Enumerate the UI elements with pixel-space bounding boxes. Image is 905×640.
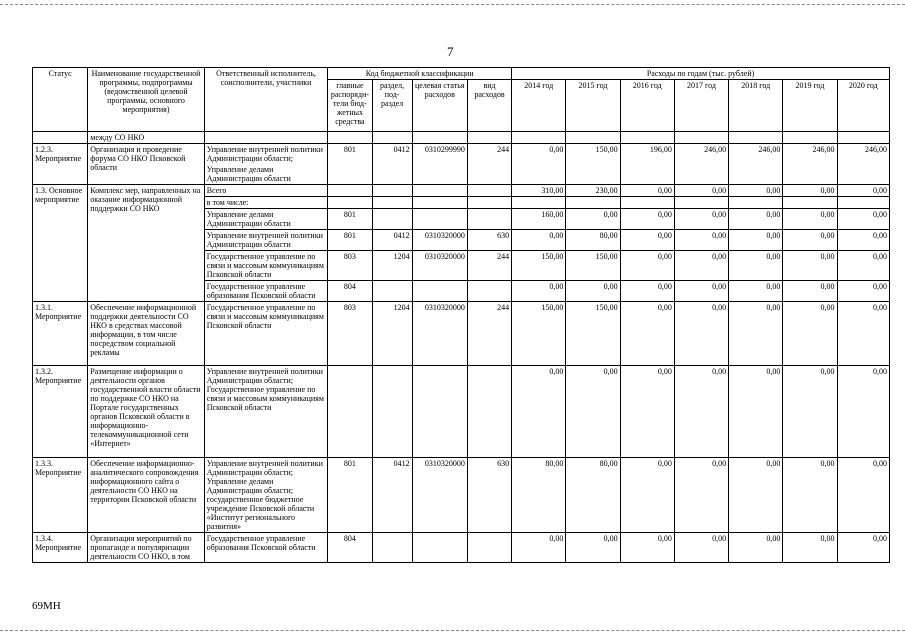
cell-value: 0,00 — [674, 230, 728, 251]
cell-gr: 804 — [328, 533, 372, 563]
cell-gr: 801 — [328, 144, 372, 185]
cell-rz — [372, 366, 412, 458]
cell-vr: 244 — [467, 144, 511, 185]
cell-value: 150,00 — [566, 302, 620, 366]
page-number: 7 — [447, 44, 454, 59]
cell-rz: 1204 — [372, 251, 412, 281]
cell-value: 0,00 — [837, 533, 889, 563]
header-year: 2019 год — [783, 80, 837, 132]
cell-gr: 803 — [328, 251, 372, 281]
cell-executor: Государственное управление по связи и массовым коммуникациям Псковской области — [204, 302, 328, 366]
cell-value: 0,00 — [566, 281, 620, 302]
cell-status: 1.3.2. Мероприятие — [33, 366, 88, 458]
cell-vr — [467, 366, 511, 458]
cell-value: 0,00 — [729, 251, 783, 281]
header-year: 2014 год — [512, 80, 566, 132]
cell-value: 0,00 — [512, 281, 566, 302]
bottom-edge-line — [0, 630, 905, 631]
table-row — [33, 144, 890, 165]
header-executor: Ответственный исполнитель, соисполнители, участники — [204, 68, 328, 132]
cell-executor: Всего — [204, 185, 328, 197]
cell-cs: 0310320000 — [412, 458, 467, 533]
cell-value: 0,00 — [674, 302, 728, 366]
cell-rz: 0412 — [372, 458, 412, 533]
cell-value: 310,00 — [512, 185, 566, 197]
cell-cs — [412, 209, 467, 230]
cell-value: 0,00 — [729, 230, 783, 251]
header-year: 2020 год — [837, 80, 889, 132]
cell-value: 0,00 — [837, 209, 889, 230]
cell-cs: 0310320000 — [412, 302, 467, 366]
cell-gr: 801 — [328, 209, 372, 230]
header-cs: целевая статья расходов — [412, 80, 467, 132]
cell-value: 0,00 — [620, 185, 674, 197]
cell-value: 150,00 — [512, 251, 566, 281]
cell-value: 160,00 — [512, 209, 566, 230]
cell-value: 246,00 — [783, 144, 837, 185]
header-expenses: Расходы по годам (тыс. рублей) — [512, 68, 890, 80]
top-edge-line — [0, 4, 905, 5]
cell-value: 0,00 — [620, 251, 674, 281]
cell-vr — [467, 209, 511, 230]
cell-value: 0,00 — [566, 209, 620, 230]
cell-cs — [412, 533, 467, 563]
cell-name: Обеспечение информационной поддержки деятельности СО НКО в средствах массовой информации, в том числе посредством социальной рекламы — [88, 302, 205, 366]
cell-vr: 244 — [467, 302, 511, 366]
cell-value: 0,00 — [674, 533, 728, 563]
cell-value: 0,00 — [837, 366, 889, 458]
cell-value: 0,00 — [783, 458, 837, 533]
cell-value: 0,00 — [837, 251, 889, 281]
table-row — [33, 458, 890, 533]
table-row — [33, 132, 890, 144]
cell-executor: Управление внутренней политики Администрации области; — [204, 144, 328, 165]
cell-value: 0,00 — [674, 281, 728, 302]
cell-gr: 801 — [328, 230, 372, 251]
cell-value: 0,00 — [674, 251, 728, 281]
cell-executor: Управление внутренней политики Администрации области; Государственное управление по связи и массовым коммуникациям Псковской области — [204, 366, 328, 458]
cell-executor: Государственное управление по связи и массовым коммуникациям Псковской области — [204, 251, 328, 281]
cell-rz — [372, 533, 412, 563]
cell-value: 0,00 — [566, 366, 620, 458]
cell-value: 0,00 — [674, 458, 728, 533]
cell-name: Размещение информации о деятельности органов государственной власти области по поддержке СО НКО на Портале государственных органов Псковской области в информационно-телекоммуникационной сети «Интернет» — [88, 366, 205, 458]
cell-name: между СО НКО — [88, 132, 205, 144]
header-gr: главные распоряди-тели бюд-жетных средства — [328, 80, 372, 132]
cell-value: 0,00 — [620, 230, 674, 251]
cell-rz: 1204 — [372, 302, 412, 366]
cell-cs — [412, 366, 467, 458]
cell-rz — [372, 209, 412, 230]
cell-rz: 0412 — [372, 144, 412, 185]
header-year: 2016 год — [620, 80, 674, 132]
cell-executor: Управление делами Администрации области — [204, 164, 328, 185]
cell-value: 0,00 — [512, 144, 566, 185]
cell-value: 0,00 — [729, 366, 783, 458]
cell-value: 0,00 — [837, 458, 889, 533]
cell-value: 150,00 — [512, 302, 566, 366]
cell-gr: 801 — [328, 458, 372, 533]
header-year: 2015 год — [566, 80, 620, 132]
table-row — [33, 302, 890, 366]
cell-executor: Управление внутренней политики Администрации области — [204, 230, 328, 251]
cell-value: 0,00 — [837, 281, 889, 302]
cell-value: 80,00 — [566, 230, 620, 251]
header-year: 2018 год — [729, 80, 783, 132]
footer-code: 69МН — [32, 600, 61, 612]
cell-name: Комплекс мер, направленных на оказание информационной поддержки СО НКО — [88, 185, 205, 302]
cell-value: 0,00 — [783, 533, 837, 563]
cell-value: 80,00 — [566, 458, 620, 533]
cell-vr: 630 — [467, 458, 511, 533]
cell-executor: в том числе: — [204, 197, 328, 209]
cell-value: 0,00 — [620, 209, 674, 230]
cell-value: 0,00 — [783, 185, 837, 197]
cell-status: 1.3.4. Мероприятие — [33, 533, 88, 563]
cell-executor: Управление делами Администрации области — [204, 209, 328, 230]
cell-value: 0,00 — [783, 366, 837, 458]
budget-table — [32, 67, 890, 563]
cell-value: 0,00 — [729, 302, 783, 366]
header-name: Наименование государственной программы, подпрограммы (ведомственной целевой программы, основного мероприятия) — [88, 68, 205, 132]
table-row — [33, 533, 890, 563]
cell-value: 150,00 — [566, 144, 620, 185]
cell-cs — [412, 281, 467, 302]
cell-status: 1.3.3. Мероприятие — [33, 458, 88, 533]
cell-value: 0,00 — [837, 302, 889, 366]
cell-status: 1.2.3. Мероприятие — [33, 144, 88, 185]
cell-value: 0,00 — [674, 209, 728, 230]
header-year: 2017 год — [674, 80, 728, 132]
cell-gr — [328, 366, 372, 458]
header-rz: раздел, под-раздел — [372, 80, 412, 132]
cell-value: 246,00 — [837, 144, 889, 185]
cell-value: 0,00 — [620, 366, 674, 458]
cell-vr — [467, 533, 511, 563]
cell-value: 0,00 — [837, 185, 889, 197]
cell-status: 1.3. Основное мероприятие — [33, 185, 88, 302]
cell-status: 1.3.1. Мероприятие — [33, 302, 88, 366]
cell-value: 150,00 — [566, 251, 620, 281]
header-row-1 — [33, 68, 890, 80]
cell-value: 80,00 — [512, 458, 566, 533]
cell-vr: 244 — [467, 251, 511, 281]
cell-value: 0,00 — [674, 366, 728, 458]
table-row — [33, 185, 890, 197]
cell-value: 0,00 — [674, 185, 728, 197]
cell-value: 0,00 — [512, 366, 566, 458]
cell-vr: 630 — [467, 230, 511, 251]
cell-value: 246,00 — [729, 144, 783, 185]
cell-value: 0,00 — [729, 209, 783, 230]
cell-value: 0,00 — [620, 533, 674, 563]
cell-value: 0,00 — [566, 533, 620, 563]
cell-value: 0,00 — [729, 533, 783, 563]
cell-value: 0,00 — [783, 209, 837, 230]
cell-value: 196,00 — [620, 144, 674, 185]
cell-cs: 0310320000 — [412, 230, 467, 251]
cell-rz — [372, 281, 412, 302]
cell-name: Организация мероприятий по пропаганде и популяризации деятельности СО НКО, в том — [88, 533, 205, 563]
cell-value: 0,00 — [729, 458, 783, 533]
header-status: Статус — [33, 68, 88, 132]
cell-value: 0,00 — [783, 281, 837, 302]
header-vr: вид расходов — [467, 80, 511, 132]
cell-executor: Управление внутренней политики Администрации области; Управление делами Администрации области; государственное бюджетное учреждение Псковской области «Институт регионального развития» — [204, 458, 328, 533]
cell-cs: 0310320000 — [412, 251, 467, 281]
cell-gr: 803 — [328, 302, 372, 366]
cell-value: 246,00 — [674, 144, 728, 185]
cell-value: 0,00 — [620, 458, 674, 533]
cell-value: 0,00 — [783, 230, 837, 251]
cell-gr: 804 — [328, 281, 372, 302]
cell-name: Обеспечение информационно-аналитического сопровождения информационного сайта о деятельности СО НКО на территории Псковской области — [88, 458, 205, 533]
header-budget-code: Код бюджетной классификации — [328, 68, 512, 80]
cell-value: 0,00 — [729, 281, 783, 302]
cell-rz: 0412 — [372, 230, 412, 251]
table-row — [33, 366, 890, 458]
cell-name: Организация и проведение форума СО НКО Псковской области — [88, 144, 205, 185]
cell-vr — [467, 281, 511, 302]
cell-executor: Государственное управление образования Псковской области — [204, 281, 328, 302]
cell-value: 0,00 — [783, 251, 837, 281]
cell-value: 0,00 — [620, 302, 674, 366]
cell-value: 0,00 — [512, 230, 566, 251]
cell-value: 0,00 — [837, 230, 889, 251]
cell-value: 230,00 — [566, 185, 620, 197]
cell-value: 0,00 — [512, 533, 566, 563]
cell-cs: 0310299990 — [412, 144, 467, 185]
cell-value: 0,00 — [620, 281, 674, 302]
cell-value: 0,00 — [783, 302, 837, 366]
cell-executor: Государственное управление образования Псковской области — [204, 533, 328, 563]
cell-value: 0,00 — [729, 185, 783, 197]
